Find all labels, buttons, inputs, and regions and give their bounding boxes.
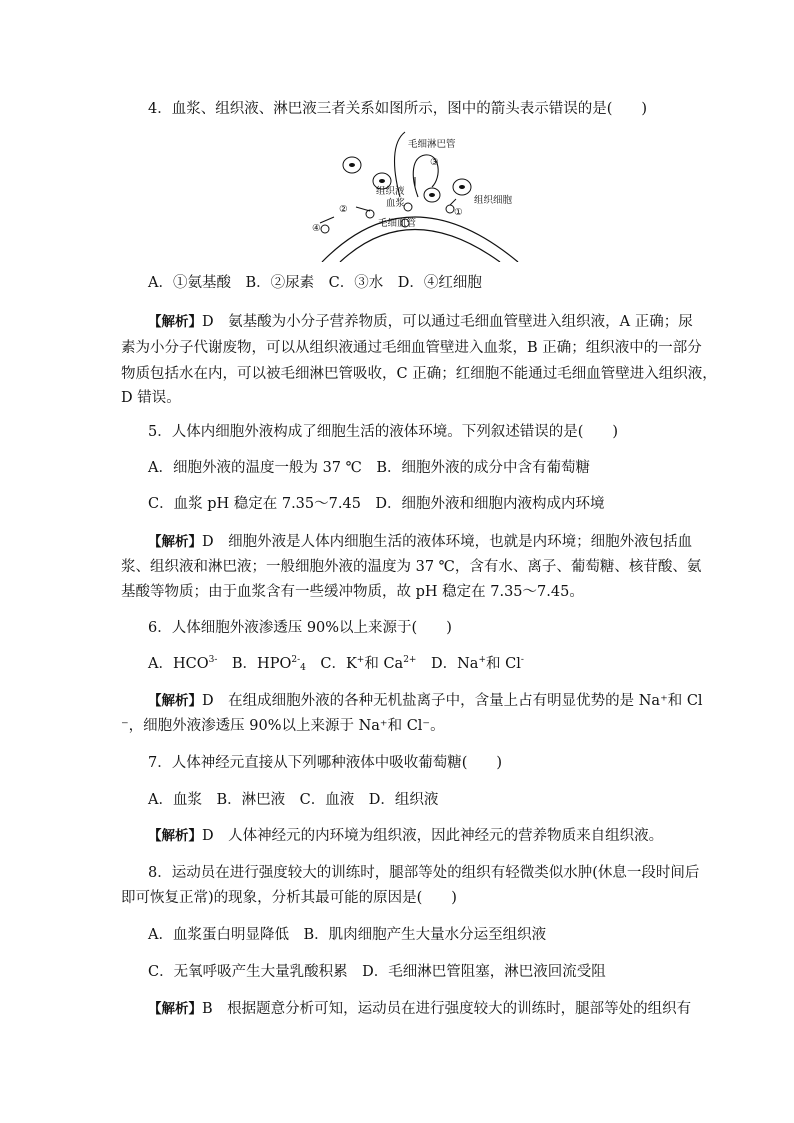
capillary-outer-wall bbox=[322, 217, 518, 262]
red-cell-5 bbox=[321, 225, 329, 233]
red-cell-3 bbox=[446, 205, 454, 213]
q6-analysis-line-2: ⁻，细胞外液渗透压 90%以上来源于 Na⁺和 Cl⁻。 bbox=[121, 718, 445, 734]
q6-analysis-line-1 bbox=[148, 691, 703, 711]
capillary-inner-wall bbox=[340, 230, 500, 263]
analysis-text: D 在组成细胞外液的各种无机盐离子中，含量上占有明显优势的是 Na⁺和 Cl bbox=[202, 693, 703, 709]
q4-analysis-line-3: 物质包括水在内，可以被毛细淋巴管吸收，C 正确；红细胞不能通过毛细血管壁进入组织液， bbox=[121, 366, 717, 382]
q4-analysis-line-2: 素为小分子代谢废物，可以从组织液通过毛细血管壁进入血浆，B 正确；组织液中的一部分 bbox=[121, 340, 702, 356]
q6-options: A．$HCO^{3-}$ B．$HPO^{2-}_4$ C．K+和 $Ca^{2+}$ D．Na+和 Cl- bbox=[148, 655, 524, 673]
q5-options-ab: A．细胞外液的温度一般为 37 ℃ B．细胞外液的成分中含有葡萄糖 bbox=[148, 460, 591, 476]
analysis-tag: 【解析】 bbox=[148, 693, 202, 709]
body-fluid-diagram bbox=[300, 127, 520, 262]
q8-analysis-line-1 bbox=[148, 999, 691, 1019]
q4-analysis-line-4: D 错误。 bbox=[121, 390, 181, 406]
q5-analysis-line-1 bbox=[148, 532, 692, 552]
arrow-2 bbox=[356, 207, 370, 211]
analysis-text: D 氨基酸为小分子营养物质，可以通过毛细血管壁进入组织液，A 正确；尿 bbox=[202, 314, 693, 330]
q8-options-ab: A．血浆蛋白明显降低 B．肌肉细胞产生大量水分运至组织液 bbox=[148, 927, 547, 943]
q4-stem: 4．血浆、组织液、淋巴液三者关系如图所示，图中的箭头表示错误的是( ) bbox=[148, 101, 648, 117]
mark-3: ③ bbox=[430, 157, 439, 168]
label-blood-capillary: 毛细血管 bbox=[378, 218, 417, 229]
analysis-tag: 【解析】 bbox=[148, 534, 202, 550]
q5-analysis-line-3: 基酸等物质；由于血浆含有一些缓冲物质，故 pH 稳定在 7.35～7.45。 bbox=[121, 584, 584, 600]
q4-options: A．①氨基酸 B．②尿素 C．③水 D．④红细胞 bbox=[148, 275, 482, 291]
mark-4: ④ bbox=[312, 223, 321, 234]
q4-analysis-line-1 bbox=[148, 312, 693, 332]
analysis-text: B 根据题意分析可知，运动员在进行强度较大的训练时，腿部等处的组织有 bbox=[202, 1001, 692, 1017]
cell-nucleus-1 bbox=[349, 163, 355, 167]
mark-2: ② bbox=[339, 204, 348, 215]
label-tissue-cell: 组织细胞 bbox=[474, 195, 513, 206]
mark-1: ① bbox=[454, 207, 463, 218]
cell-nucleus-2 bbox=[379, 179, 385, 183]
q7-stem: 7．人体神经元直接从下列哪种液体中吸收葡萄糖( ) bbox=[148, 755, 503, 771]
arrow-4 bbox=[320, 217, 334, 223]
q7-analysis bbox=[148, 826, 663, 846]
red-cell-2 bbox=[404, 203, 412, 211]
q5-stem: 5．人体内细胞外液构成了细胞生活的液体环境。下列叙述错误的是( ) bbox=[148, 424, 619, 440]
arrow-1 bbox=[450, 199, 456, 205]
q8-stem-line-1: 8．运动员在进行强度较大的训练时，腿部等处的组织有轻微类似水肿(休息一段时间后 bbox=[148, 865, 700, 881]
q6-stem: 6．人体细胞外液渗透压 90%以上来源于( ) bbox=[148, 620, 452, 636]
q8-options-cd: C．无氧呼吸产生大量乳酸积累 D．毛细淋巴管阻塞，淋巴液回流受阻 bbox=[148, 964, 606, 980]
q8-stem-line-2: 即可恢复正常)的现象，分析其最可能的原因是( ) bbox=[121, 890, 457, 906]
analysis-tag: 【解析】 bbox=[148, 1001, 202, 1017]
red-cell-1 bbox=[366, 210, 374, 218]
analysis-text: D 人体神经元的内环境为组织液，因此神经元的营养物质来自组织液。 bbox=[202, 828, 664, 844]
q5-options-cd: C．血浆 pH 稳定在 7.35～7.45 D．细胞外液和细胞内液构成内环境 bbox=[148, 496, 605, 512]
label-lymph-capillary: 毛细淋巴管 bbox=[408, 139, 456, 150]
analysis-text: D 细胞外液是人体内细胞生活的液体环境，也就是内环境；细胞外液包括血 bbox=[202, 534, 693, 550]
q7-options: A．血浆 B．淋巴液 C．血液 D．组织液 bbox=[148, 792, 439, 808]
label-tissue-fluid: 组织液 bbox=[376, 186, 405, 197]
cell-nucleus-4 bbox=[429, 193, 435, 197]
q5-analysis-line-2: 浆、组织液和淋巴液；一般细胞外液的温度为 37 ℃，含有水、离子、葡萄糖、核苷酸、氨 bbox=[121, 559, 702, 575]
analysis-tag: 【解析】 bbox=[148, 314, 202, 330]
label-plasma: 血浆 bbox=[386, 198, 406, 209]
cell-nucleus-3 bbox=[459, 185, 465, 189]
analysis-tag: 【解析】 bbox=[148, 828, 202, 844]
